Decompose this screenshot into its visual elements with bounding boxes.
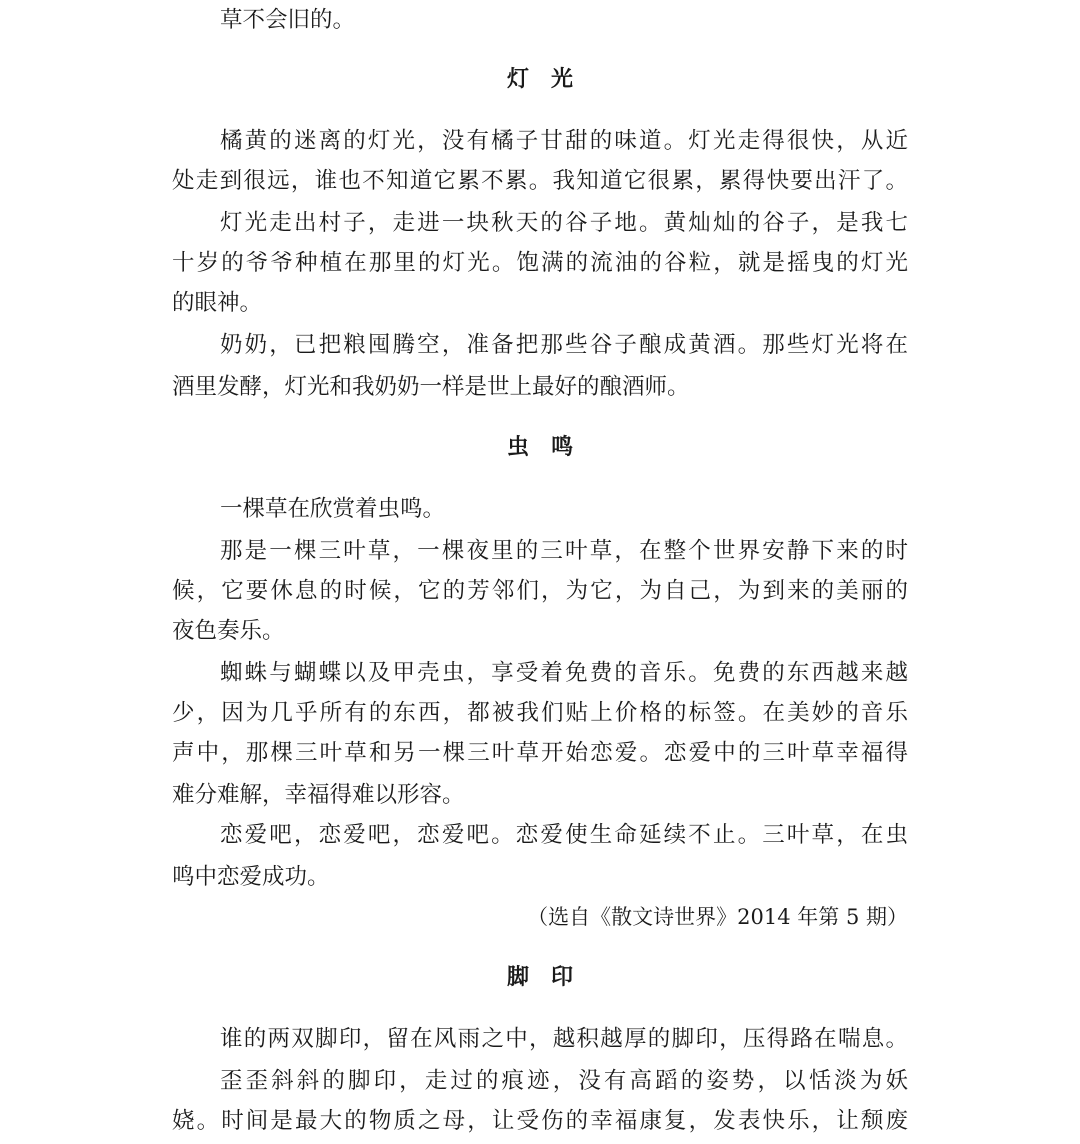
- paragraph-line: 娆。时间是最大的物质之母，让受伤的幸福康复，发表快乐，让颓废: [172, 1108, 908, 1134]
- paragraph-line: 奶奶，已把粮囤腾空，准备把那些谷子酿成黄酒。那些灯光将在: [220, 332, 908, 358]
- paragraph-line: 那是一棵三叶草，一棵夜里的三叶草，在整个世界安静下来的时: [220, 538, 908, 564]
- paragraph-line: 声中，那棵三叶草和另一棵三叶草开始恋爱。恋爱中的三叶草幸福得: [172, 740, 908, 766]
- paragraph-line: 酒里发酵，灯光和我奶奶一样是世上最好的酿酒师。: [172, 374, 690, 400]
- paragraph-line: 谁的两双脚印，留在风雨之中，越积越厚的脚印，压得路在喘息。: [220, 1026, 908, 1052]
- section-heading-insect-song: 虫鸣: [506, 435, 595, 460]
- paragraph-line: 少，因为几乎所有的东西，都被我们贴上价格的标签。在美妙的音乐: [172, 700, 908, 726]
- paragraph-line: 处走到很远，谁也不知道它累不累。我知道它很累，累得快要出汗了。: [172, 168, 908, 194]
- section-heading-lamplight: 灯光: [506, 67, 595, 92]
- paragraph-line: 十岁的爷爷种植在那里的灯光。饱满的流油的谷粒，就是摇曳的灯光: [172, 250, 908, 276]
- source-citation: （选自《散文诗世界》2014 年第 5 期）: [527, 905, 908, 929]
- paragraph-line: 的眼神。: [172, 290, 263, 316]
- paragraph-line: 恋爱吧，恋爱吧，恋爱吧。恋爱使生命延续不止。三叶草，在虫: [220, 822, 908, 848]
- paragraph-line: 难分难解，幸福得难以形容。: [172, 782, 465, 808]
- paragraph-line: 鸣中恋爱成功。: [172, 864, 330, 890]
- paragraph-line: 歪歪斜斜的脚印，走过的痕迹，没有高蹈的姿势，以恬淡为妖: [220, 1068, 908, 1094]
- paragraph-line: 草不会旧的。: [220, 7, 356, 33]
- paragraph-line: 一棵草在欣赏着虫鸣。: [220, 496, 446, 522]
- paragraph-line: 灯光走出村子，走进一块秋天的谷子地。黄灿灿的谷子，是我七: [220, 210, 908, 236]
- paragraph-line: 蜘蛛与蝴蝶以及甲壳虫，享受着免费的音乐。免费的东西越来越: [220, 660, 908, 686]
- paragraph-line: 橘黄的迷离的灯光，没有橘子甘甜的味道。灯光走得很快，从近: [220, 128, 908, 154]
- paragraph-line: 候，它要休息的时候，它的芳邻们，为它，为自己，为到来的美丽的: [172, 578, 908, 604]
- paragraph-line: 夜色奏乐。: [172, 618, 285, 644]
- section-heading-footprints: 脚印: [506, 965, 595, 990]
